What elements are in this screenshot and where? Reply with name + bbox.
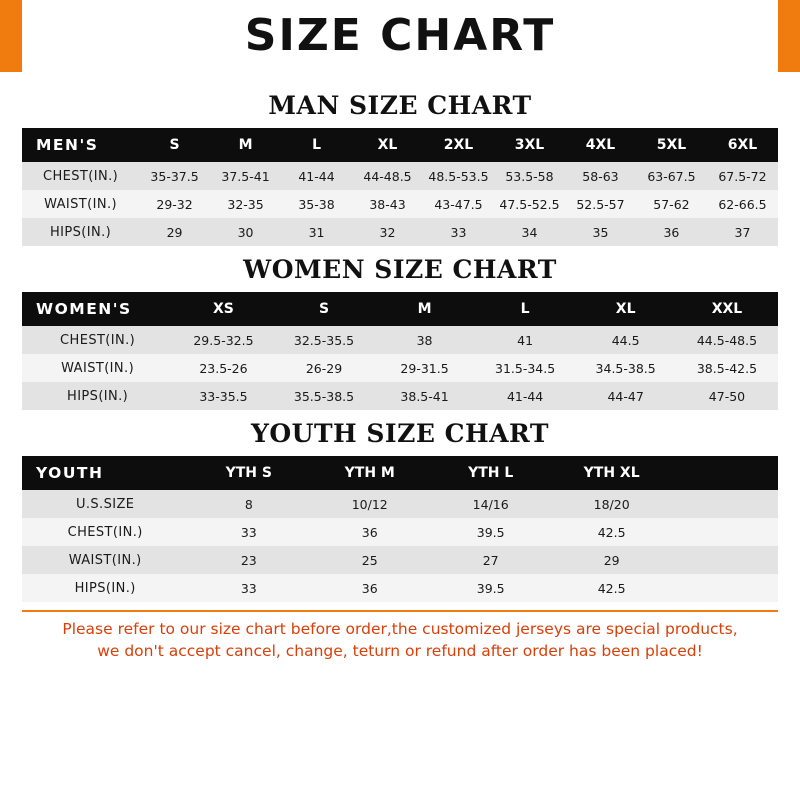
cell: 67.5-72 xyxy=(718,168,767,184)
col-header-yth-l: YTH L xyxy=(430,456,551,490)
cell: 33 xyxy=(240,524,257,540)
cell: 31.5-34.5 xyxy=(495,360,556,376)
cell: 33 xyxy=(240,580,257,596)
table-women-size xyxy=(22,292,778,410)
cell: 63-67.5 xyxy=(647,168,696,184)
cell: 36 xyxy=(663,224,680,240)
cell: 42.5 xyxy=(597,524,626,540)
cell: 38 xyxy=(416,332,433,348)
col-header-spacer xyxy=(672,456,778,490)
cell: 36 xyxy=(361,524,378,540)
row-header-chest: CHEST(IN.) xyxy=(60,332,136,348)
col-header-m: M xyxy=(374,292,475,326)
cell: 47.5-52.5 xyxy=(499,196,560,212)
page-header xyxy=(0,0,800,72)
cell: 29-31.5 xyxy=(400,360,449,376)
section-title-youth: YOUTH SIZE CHART xyxy=(251,419,549,448)
cell: 33 xyxy=(450,224,467,240)
col-header-m: M xyxy=(210,128,281,162)
cell: 33-35.5 xyxy=(199,388,248,404)
section-title-women: WOMEN SIZE CHART xyxy=(243,255,557,284)
footer-note-line-2: we don't accept cancel, change, teturn or refund after order has been placed! xyxy=(97,642,703,661)
cell: 39.5 xyxy=(476,580,505,596)
cell: 53.5-58 xyxy=(505,168,554,184)
cell: 29 xyxy=(603,552,620,568)
cell: 32-35 xyxy=(227,196,264,212)
col-header-3xl: 3XL xyxy=(494,128,565,162)
cell: 26-29 xyxy=(305,360,343,376)
section-title-man: MAN SIZE CHART xyxy=(268,91,532,120)
col-header-xl: XL xyxy=(352,128,423,162)
table-row xyxy=(22,490,778,518)
col-header-l: L xyxy=(475,292,576,326)
cell: 39.5 xyxy=(476,524,505,540)
cell-spacer xyxy=(672,574,778,602)
cell: 27 xyxy=(482,552,499,568)
table-row xyxy=(22,326,778,354)
cell: 47-50 xyxy=(708,388,746,404)
cell: 41 xyxy=(517,332,534,348)
cell: 37 xyxy=(734,224,751,240)
row-header-hips: HIPS(IN.) xyxy=(49,224,112,240)
cell: 18/20 xyxy=(593,496,630,512)
page-title: SIZE CHART xyxy=(244,10,556,61)
table-row xyxy=(22,518,778,546)
cell: 44.5 xyxy=(611,332,640,348)
col-header-s: S xyxy=(274,292,375,326)
cell: 41-44 xyxy=(298,168,335,184)
cell: 23.5-26 xyxy=(199,360,248,376)
row-header-waist: WAIST(IN.) xyxy=(68,552,142,568)
cell: 48.5-53.5 xyxy=(428,168,489,184)
cell: 35 xyxy=(592,224,609,240)
col-header-youth: YOUTH xyxy=(22,456,188,490)
cell-spacer xyxy=(672,546,778,574)
cell: 43-47.5 xyxy=(434,196,483,212)
cell: 34.5-38.5 xyxy=(595,360,656,376)
table-row xyxy=(22,162,778,190)
cell: 35-37.5 xyxy=(150,168,199,184)
cell: 42.5 xyxy=(597,580,626,596)
cell: 29 xyxy=(166,224,183,240)
cell: 35-38 xyxy=(298,196,335,212)
col-header-4xl: 4XL xyxy=(565,128,636,162)
table-header-row xyxy=(22,456,778,490)
cell: 57-62 xyxy=(653,196,690,212)
col-header-xxl: XXL xyxy=(676,292,778,326)
table-man-size xyxy=(22,128,778,246)
table-row xyxy=(22,382,778,410)
row-header-us-size: U.S.SIZE xyxy=(75,496,135,512)
col-header-yth-m: YTH M xyxy=(309,456,430,490)
cell: 38.5-42.5 xyxy=(696,360,758,376)
section-women xyxy=(22,246,778,410)
cell: 31 xyxy=(308,224,325,240)
cell: 10/12 xyxy=(351,496,388,512)
col-header-mens: MEN'S xyxy=(22,128,139,162)
cell: 35.5-38.5 xyxy=(293,388,355,404)
table-header-row xyxy=(22,292,778,326)
table-row xyxy=(22,574,778,602)
col-header-2xl: 2XL xyxy=(423,128,494,162)
cell: 36 xyxy=(361,580,378,596)
cell: 32.5-35.5 xyxy=(293,332,355,348)
row-header-hips: HIPS(IN.) xyxy=(67,388,129,404)
cell: 25 xyxy=(361,552,378,568)
cell: 34 xyxy=(521,224,538,240)
cell: 37.5-41 xyxy=(221,168,270,184)
col-header-6xl: 6XL xyxy=(707,128,778,162)
cell: 44-48.5 xyxy=(363,168,412,184)
cell: 44.5-48.5 xyxy=(696,332,758,348)
header-right-accent xyxy=(778,0,800,72)
col-header-xl: XL xyxy=(575,292,676,326)
cell-spacer xyxy=(672,518,778,546)
page-content xyxy=(0,72,800,800)
table-youth-size xyxy=(22,456,778,602)
table-row xyxy=(22,354,778,382)
cell: 32 xyxy=(379,224,396,240)
row-header-waist: WAIST(IN.) xyxy=(44,196,117,212)
col-header-yth-s: YTH S xyxy=(188,456,309,490)
row-header-hips: HIPS(IN.) xyxy=(74,580,136,596)
cell: 14/16 xyxy=(472,496,509,512)
cell: 38.5-41 xyxy=(400,388,449,404)
cell-spacer xyxy=(672,490,778,518)
table-row xyxy=(22,546,778,574)
cell: 52.5-57 xyxy=(576,196,625,212)
cell: 23 xyxy=(240,552,257,568)
cell: 30 xyxy=(237,224,254,240)
row-header-chest: CHEST(IN.) xyxy=(42,168,119,184)
col-header-s: S xyxy=(139,128,210,162)
cell: 38-43 xyxy=(369,196,406,212)
cell: 8 xyxy=(244,496,253,512)
cell: 29-32 xyxy=(156,196,193,212)
cell: 58-63 xyxy=(582,168,619,184)
table-row xyxy=(22,218,778,246)
header-left-accent xyxy=(0,0,22,72)
cell: 62-66.5 xyxy=(718,196,767,212)
cell: 44-47 xyxy=(607,388,644,404)
section-youth xyxy=(22,410,778,602)
col-header-l: L xyxy=(281,128,352,162)
col-header-5xl: 5XL xyxy=(636,128,707,162)
table-header-row xyxy=(22,128,778,162)
col-header-yth-xl: YTH XL xyxy=(551,456,672,490)
col-header-womens: WOMEN'S xyxy=(22,292,173,326)
row-header-waist: WAIST(IN.) xyxy=(61,360,135,376)
table-row xyxy=(22,190,778,218)
cell: 41-44 xyxy=(506,388,544,404)
row-header-chest: CHEST(IN.) xyxy=(67,524,143,540)
footer-note xyxy=(22,610,778,663)
footer-note-line-1: Please refer to our size chart before order,the customized jerseys are special products, xyxy=(62,620,738,638)
col-header-xs: XS xyxy=(173,292,274,326)
cell: 29.5-32.5 xyxy=(193,332,254,348)
section-man xyxy=(22,82,778,246)
